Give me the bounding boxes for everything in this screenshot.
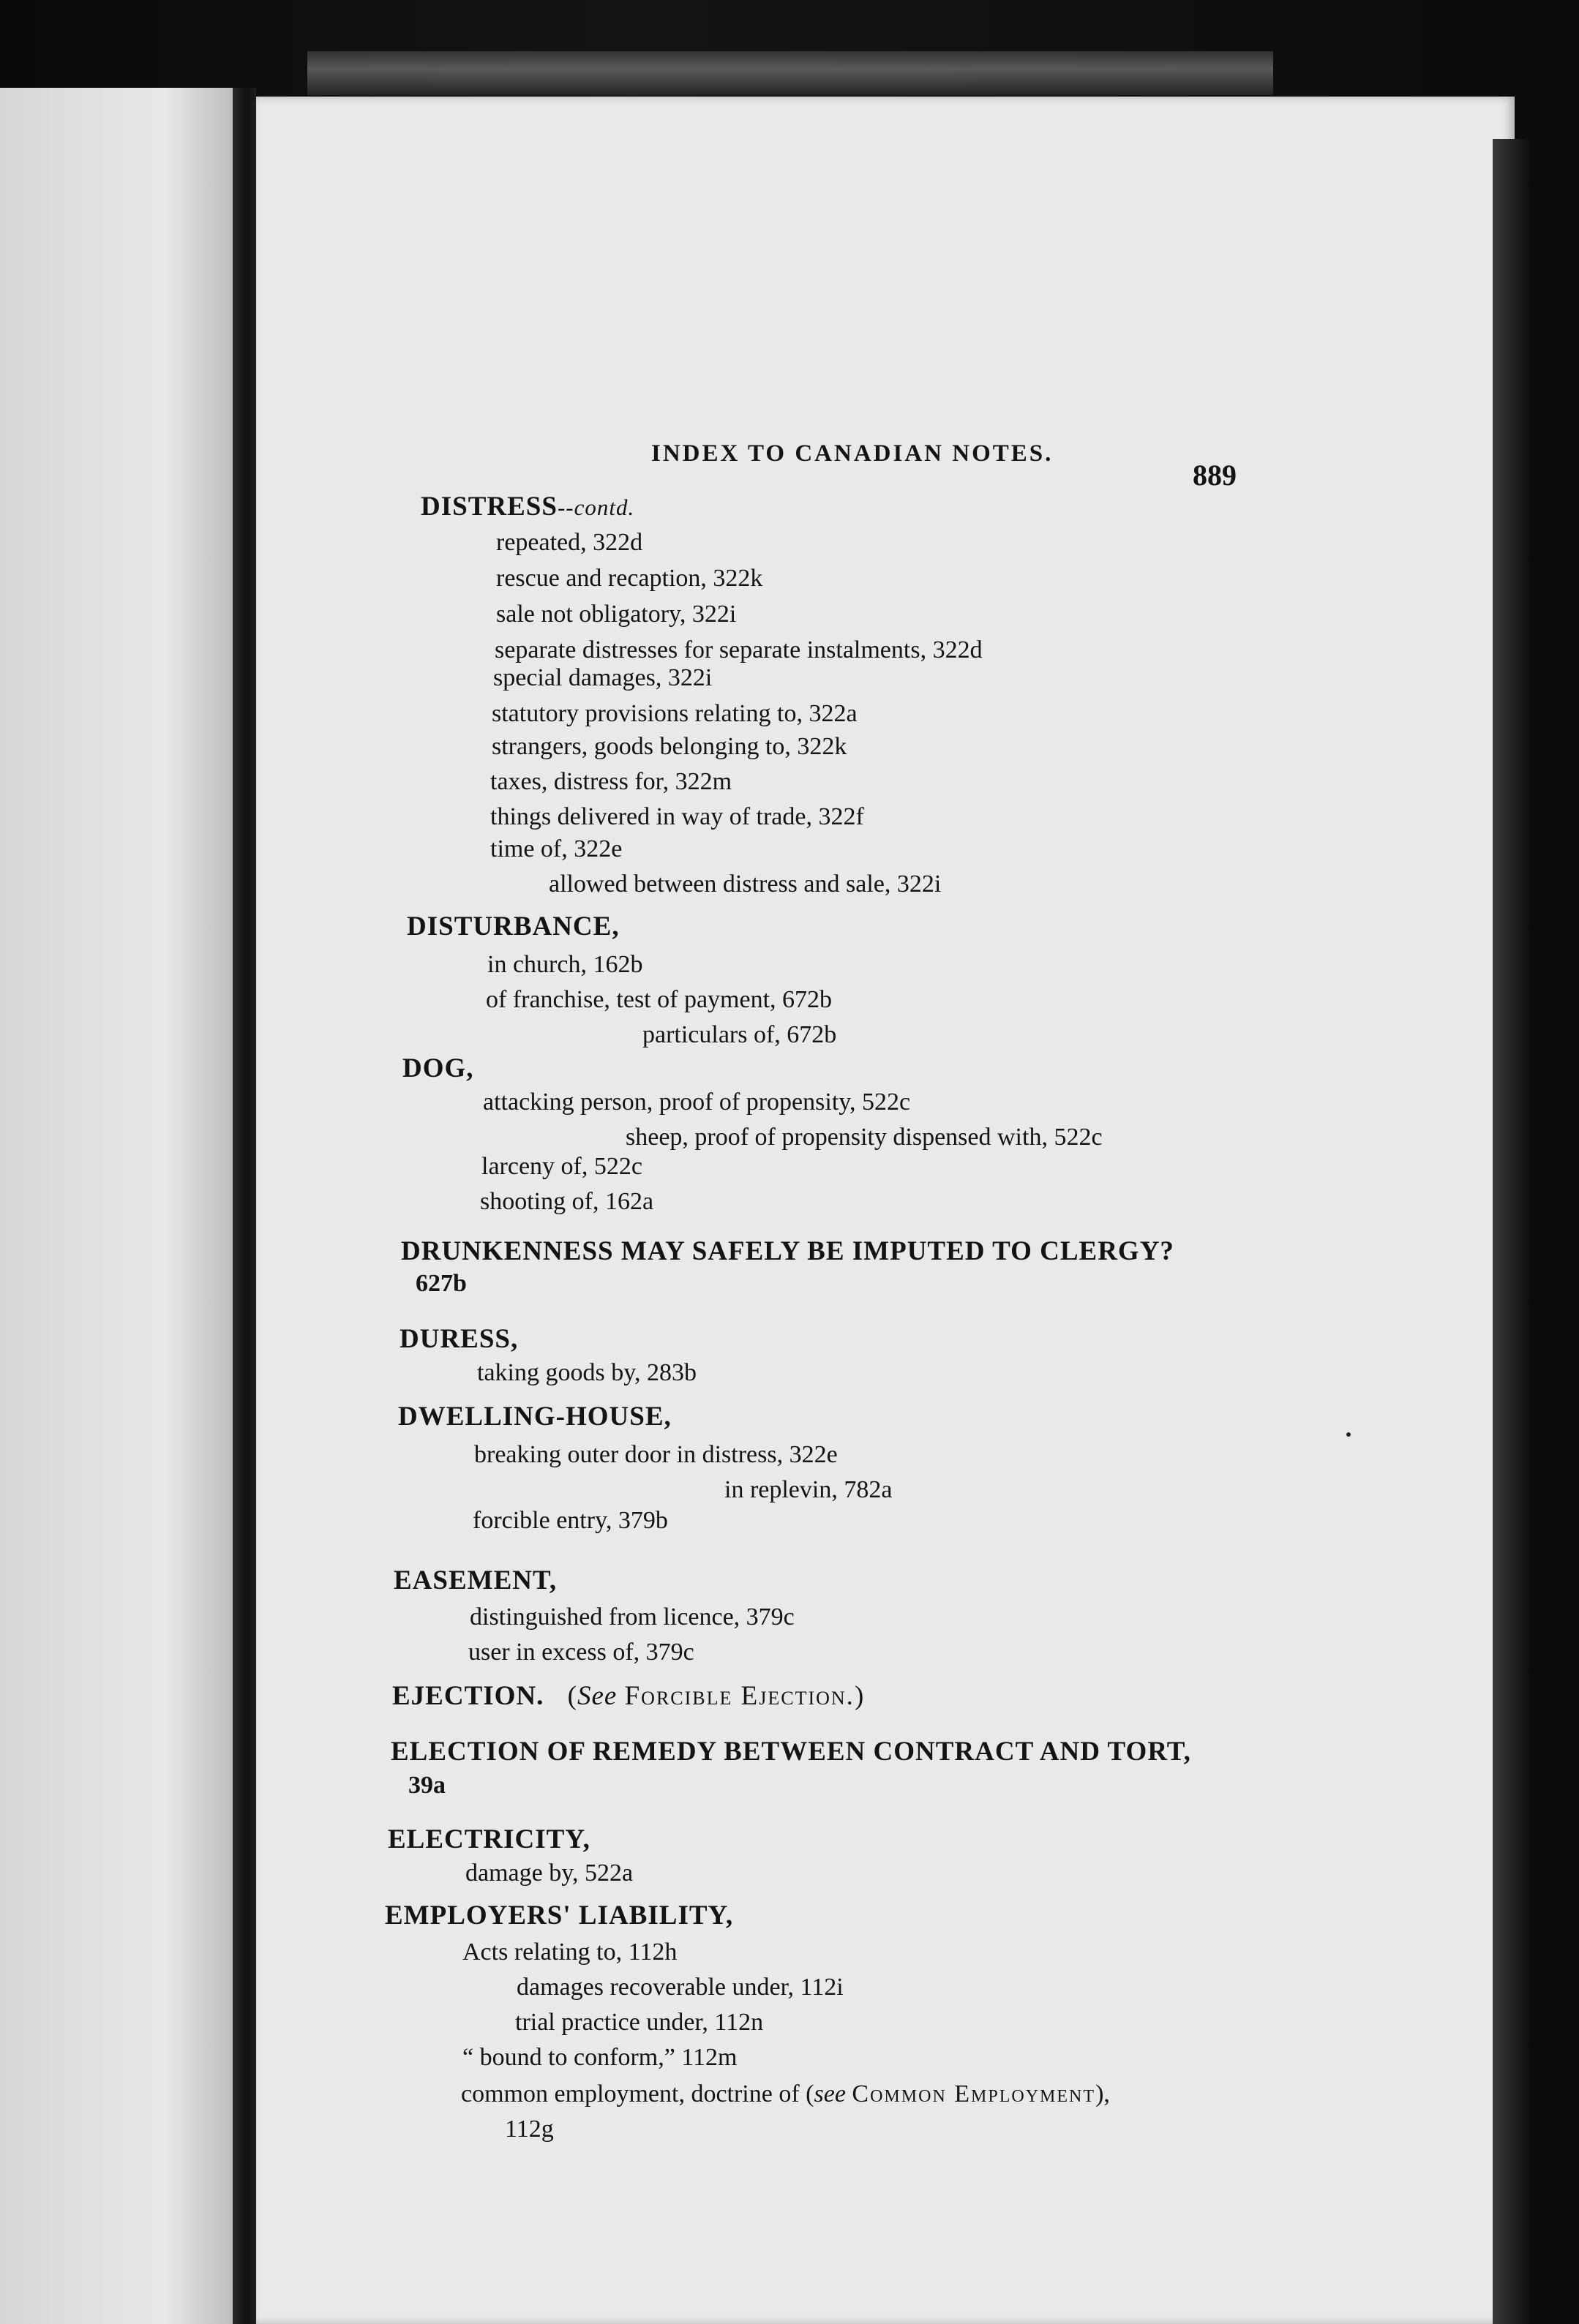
subentry: forcible entry, 379b — [473, 1507, 668, 1534]
entry-heading-duress: DURESS, — [400, 1324, 519, 1354]
index-page — [256, 97, 1515, 2324]
entry-heading-dwelling-house: DWELLING-HOUSE, — [398, 1402, 672, 1432]
film-top-edge — [307, 51, 1273, 95]
see-target: Forcible Ejection. — [624, 1681, 855, 1711]
subentry: damage by, 522a — [465, 1859, 634, 1887]
entry-reference: 627b — [416, 1270, 467, 1297]
subentry: larceny of, 522c — [481, 1153, 642, 1180]
page-number: 889 — [1193, 459, 1237, 492]
heading-text: DISTRESS — [421, 492, 558, 522]
running-head: INDEX TO CANADIAN NOTES. — [651, 440, 1054, 467]
cross-reference — [568, 1681, 865, 1711]
paren-open: ( — [567, 1681, 577, 1711]
paren-close: ) — [854, 1681, 865, 1711]
entry-heading-election: ELECTION OF REMEDY BETWEEN CONTRACT AND TORT, — [391, 1737, 1191, 1767]
subentry: special damages, 322i — [493, 664, 713, 691]
see-label: see — [814, 2080, 846, 2107]
subentry-nested: trial practice under, 112n — [515, 2009, 764, 2036]
subentry: breaking outer door in distress, 322e — [474, 1441, 838, 1468]
entry-heading-distress — [421, 493, 634, 520]
ink-speck — [1346, 1432, 1351, 1437]
contd-label: --contd. — [557, 494, 635, 520]
subentry: time of, 322e — [490, 835, 623, 862]
subentry-nested: damages recoverable under, 112i — [517, 1974, 844, 2001]
subentry: of franchise, test of payment, 672b — [486, 986, 833, 1013]
see-label: See — [577, 1681, 618, 1711]
paren-close: ), — [1095, 2080, 1110, 2107]
subentry: attacking person, proof of propensity, 522c — [483, 1088, 911, 1116]
entry-reference: 39a — [408, 1772, 446, 1799]
heading-text: EJECTION. — [392, 1681, 544, 1711]
entry-heading-dog: DOG, — [402, 1053, 474, 1083]
entry-heading-easement: EASEMENT, — [394, 1565, 558, 1595]
subentry-continued: 112g — [505, 2116, 554, 2143]
subentry: distinguished from licence, 379c — [470, 1603, 795, 1631]
entry-heading-electricity: ELECTRICITY, — [388, 1824, 590, 1854]
see-target: Common Employment — [852, 2080, 1096, 2107]
subentry-continued: in replevin, 782a — [724, 1476, 893, 1503]
subentry: user in excess of, 379c — [468, 1639, 694, 1666]
subentry: taxes, distress for, 322m — [490, 768, 732, 795]
entry-heading-ejection — [392, 1682, 864, 1710]
subentry: things delivered in way of trade, 322f — [490, 803, 864, 830]
subentry: strangers, goods belonging to, 322k — [492, 733, 847, 760]
subentry: separate distresses for separate instalments, 322d — [495, 636, 983, 663]
subentry: Acts relating to, 112h — [462, 1938, 678, 1966]
entry-heading-disturbance: DISTURBANCE, — [407, 911, 620, 941]
subentry-continued: sheep, proof of propensity dispensed with, 522c — [626, 1124, 1103, 1151]
subentry: shooting of, 162a — [480, 1188, 654, 1215]
subentry-continued: particulars of, 672b — [642, 1021, 837, 1048]
entry-heading-drunkenness: DRUNKENNESS MAY SAFELY BE IMPUTED TO CLERGY? — [401, 1236, 1174, 1266]
subentry: taking goods by, 283b — [477, 1359, 697, 1386]
subentry: repeated, 322d — [496, 529, 643, 556]
previous-page-edge — [0, 88, 234, 2324]
subentry: rescue and recaption, 322k — [496, 565, 763, 592]
subentry: in church, 162b — [487, 951, 643, 978]
subentry: “ bound to conform,” 112m — [462, 2044, 738, 2071]
subentry-common-employment — [461, 2082, 1110, 2107]
subentry: statutory provisions relating to, 322a — [492, 700, 858, 727]
subentry-text: common employment, doctrine of ( — [461, 2080, 814, 2107]
page-right-edge-shadow — [1493, 139, 1529, 2324]
page-gutter — [233, 88, 256, 2324]
subentry-continued: allowed between distress and sale, 322i — [549, 870, 942, 898]
page-content — [256, 97, 1515, 2324]
subentry: sale not obligatory, 322i — [496, 601, 737, 628]
entry-heading-employers-liability: EMPLOYERS' LIABILITY, — [385, 1900, 734, 1930]
